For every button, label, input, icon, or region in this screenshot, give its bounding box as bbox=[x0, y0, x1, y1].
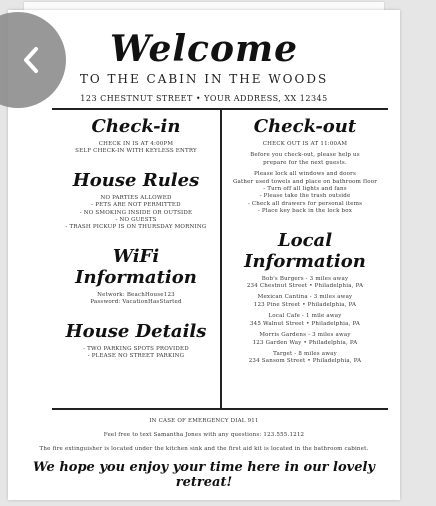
rule-line: - TRASH PICKUP IS ON THURSDAY MORNING bbox=[65, 224, 207, 231]
place-name: Local Cafe - 1 mile away bbox=[268, 313, 342, 320]
checkout-intro: Before you check-out, please help us bbox=[250, 152, 360, 159]
details-line: - PLEASE NO STREET PARKING bbox=[87, 353, 185, 360]
local-place bbox=[222, 276, 388, 291]
rule-line: - NO SMOKING INSIDE OR OUTSIDE bbox=[79, 209, 193, 216]
place-name: Morris Gardens - 3 miles away bbox=[259, 332, 351, 339]
welcome-sign-document bbox=[8, 10, 400, 500]
rule-line: - PETS ARE NOT PERMITTED bbox=[91, 202, 181, 209]
bottom-divider bbox=[52, 408, 388, 410]
place-name: Bob's Burgers - 3 miles away bbox=[261, 275, 349, 282]
checkout-line: Gather used towels and place on bathroom floor bbox=[232, 178, 378, 185]
wifi-line: Network: BeachHouse123 bbox=[97, 291, 175, 298]
details-line: - TWO PARKING SPOTS PROVIDED bbox=[83, 345, 189, 352]
place-address: 234 Sansom Street • Philadelphia, PA bbox=[248, 358, 362, 365]
house-rules-heading: House Rules bbox=[72, 169, 200, 191]
checkout-line: - Check all drawers for personal items bbox=[247, 200, 363, 207]
house-details-heading: House Details bbox=[65, 320, 207, 342]
checkin-line: SELF CHECK-IN WITH KEYLESS ENTRY bbox=[75, 148, 197, 155]
wifi-heading: WiFi Information bbox=[75, 245, 197, 288]
checkin-heading: Check-in bbox=[91, 116, 181, 137]
checkout-intro: prepare for the next guests. bbox=[263, 159, 347, 166]
right-column bbox=[222, 116, 388, 366]
wifi-line: Password: VacationHasStarted bbox=[90, 299, 182, 306]
local-info-heading: Local Information bbox=[244, 229, 366, 272]
cabin-subtitle: TO THE CABIN IN THE WOODS bbox=[79, 72, 329, 86]
extinguisher-note: The fire extinguisher is located under the kitchen sink and the first aid kit is located in the bathroom cabinet. bbox=[39, 446, 369, 452]
local-place bbox=[222, 294, 388, 309]
emergency-note: IN CASE OF EMERGENCY DIAL 911 bbox=[149, 418, 259, 424]
checkout-line: Please lock all windows and doors bbox=[253, 171, 356, 178]
chevron-left-icon bbox=[21, 46, 41, 74]
local-place bbox=[222, 313, 388, 328]
checkout-line: - Place key back in the lock box bbox=[257, 208, 353, 215]
checkout-line: - Please take the trash outside bbox=[259, 193, 351, 200]
checkout-heading: Check-out bbox=[253, 116, 357, 137]
contact-note: Feel free to text Samantha Jones with any questions: 123.555.1212 bbox=[103, 432, 305, 438]
checkout-time: CHECK OUT IS AT 11:00AM bbox=[262, 141, 348, 147]
rule-line: - NO GUESTS bbox=[115, 217, 157, 224]
place-name: Target - 8 miles away bbox=[273, 350, 337, 357]
place-address: 234 Chestnut Street • Philadelphia, PA bbox=[246, 283, 364, 290]
place-address: 345 Walnut Street • Philadelphia, PA bbox=[249, 320, 361, 327]
street-address: 123 CHESTNUT STREET • YOUR ADDRESS, XX 12345 bbox=[80, 94, 328, 103]
rule-line: NO PARTIES ALLOWED bbox=[100, 194, 172, 201]
local-place bbox=[222, 351, 388, 366]
place-name: Mexican Cantina - 3 miles away bbox=[257, 294, 353, 301]
welcome-title: Welcome bbox=[109, 28, 298, 70]
left-column bbox=[52, 116, 220, 360]
checkin-line: CHECK IN IS AT 4:00PM bbox=[98, 141, 174, 147]
local-place bbox=[222, 332, 388, 347]
checkout-line: - Turn off all lights and fans bbox=[263, 186, 347, 193]
place-address: 123 Pine Street • Philadelphia, PA bbox=[253, 301, 357, 308]
place-address: 123 Garden Way • Philadelphia, PA bbox=[252, 339, 358, 346]
closing-message: We hope you enjoy your time here in our lovely retreat! bbox=[33, 460, 375, 490]
